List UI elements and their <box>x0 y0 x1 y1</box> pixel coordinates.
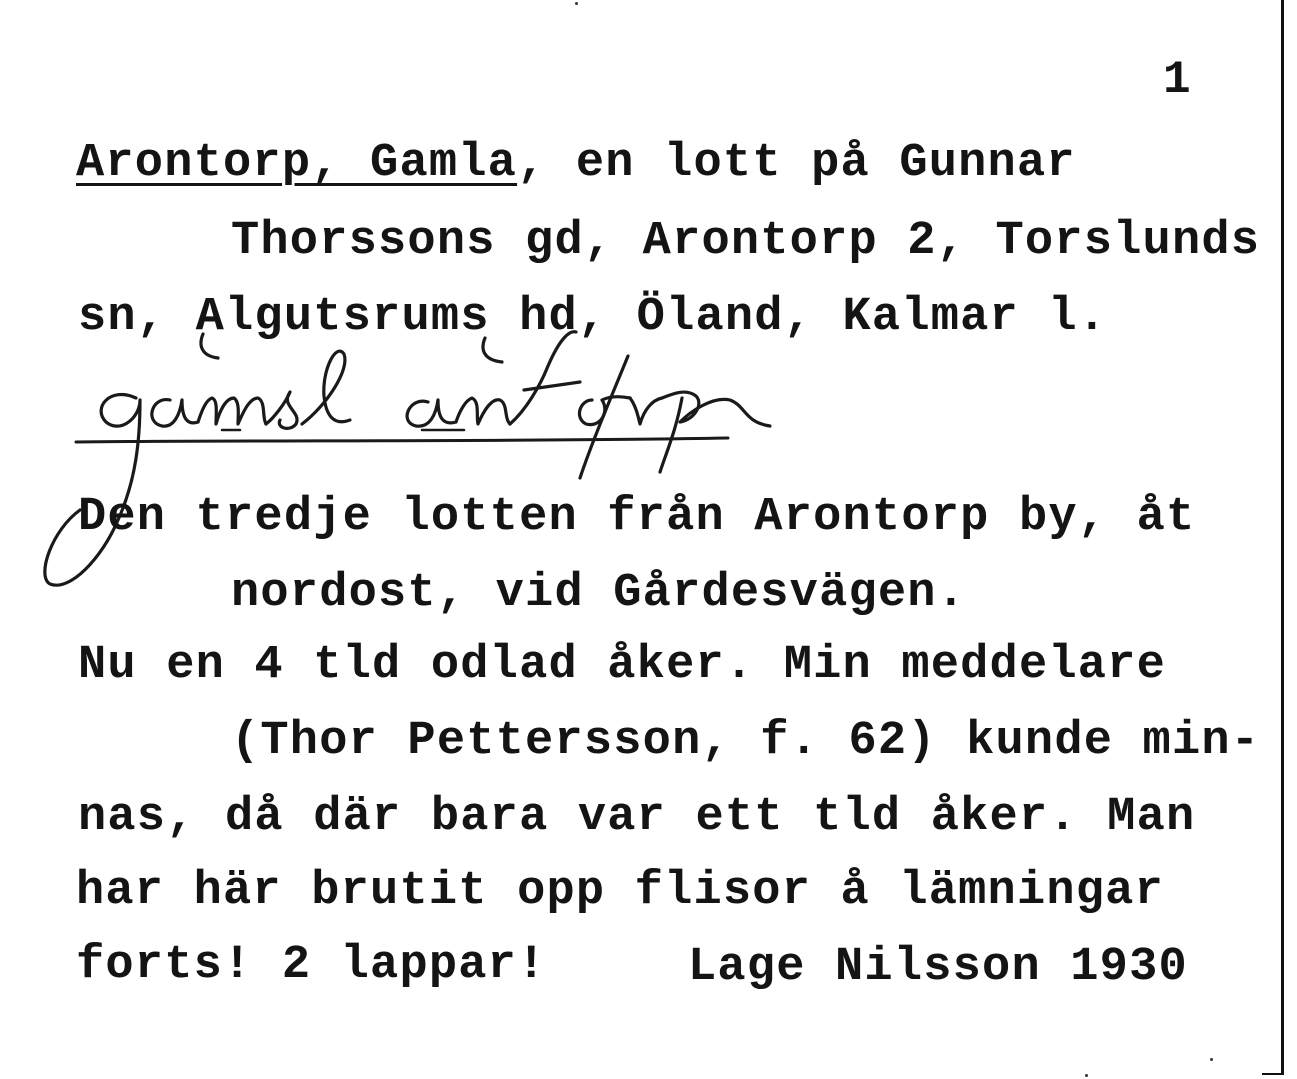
text-line-7: nas, då där bara var ett tld åker. Man <box>78 791 1196 844</box>
signature: Lage Nilsson 1930 <box>688 941 1188 994</box>
handwritten-annotation <box>40 330 800 600</box>
text-line-1: Thorssons gd, Arontorp 2, Torslunds <box>231 215 1261 268</box>
text-line-2: sn, Algutsrums hd, Öland, Kalmar l. <box>78 291 1108 344</box>
card-right-edge <box>1281 0 1284 1075</box>
card-bottom-edge <box>1262 1073 1284 1075</box>
place-name: Arontorp, Gamla <box>76 137 518 190</box>
text-line-4: nordost, vid Gårdesvägen. <box>231 567 967 620</box>
page-number: 1 <box>1163 54 1191 106</box>
speck <box>575 2 578 5</box>
heading-rest: , en lott på Gunnar <box>517 137 1076 190</box>
text-line-6: (Thor Pettersson, f. 62) kunde min- <box>231 715 1261 768</box>
text-line-3: Den tredje lotten från Arontorp by, åt <box>78 491 1196 544</box>
heading-line <box>76 136 1076 192</box>
text-line-5: Nu en 4 tld odlad åker. Min meddelare <box>78 639 1166 692</box>
speck <box>1210 1058 1213 1061</box>
speck <box>1085 1074 1088 1077</box>
text-line-8: har här brutit opp flisor å lämningar <box>76 865 1164 918</box>
continuation-note: forts! 2 lappar! <box>76 939 547 992</box>
